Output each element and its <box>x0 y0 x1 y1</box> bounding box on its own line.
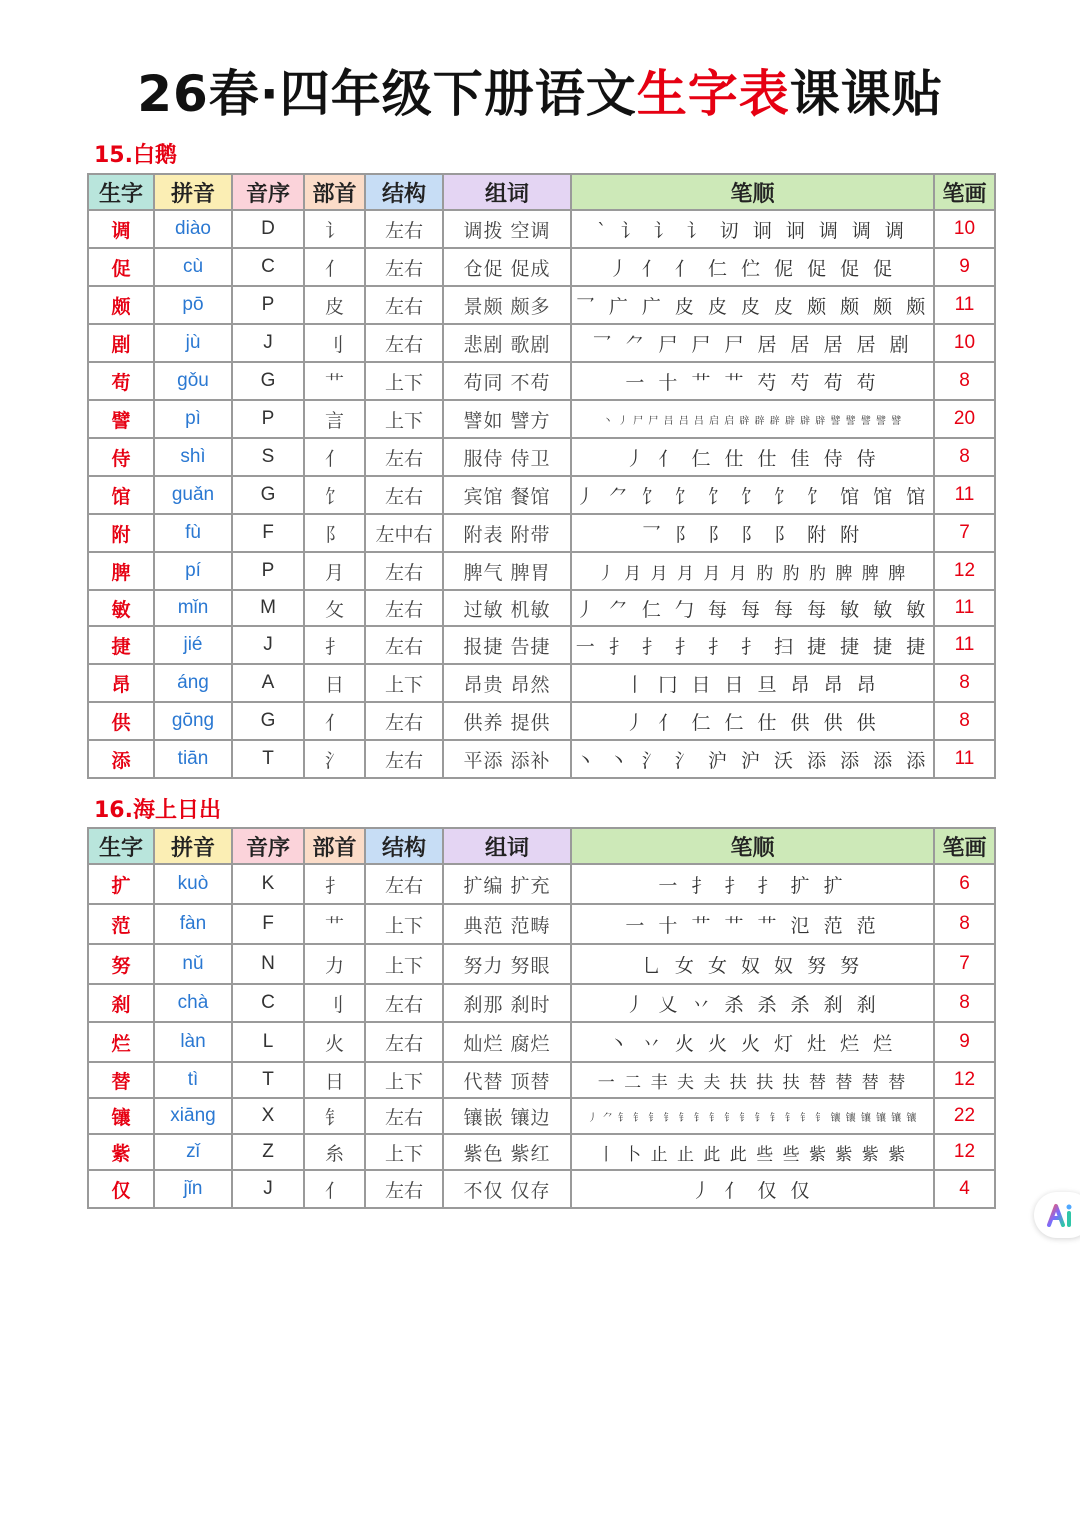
ai-logo-icon <box>1046 1203 1076 1227</box>
stroke-order-cell: 乛 ⺈ 尸 尸 尸 居 居 居 居 剧 <box>571 324 934 362</box>
pinyin-cell: fù <box>154 514 232 552</box>
bushou-cell: 月 <box>304 552 365 590</box>
bushou-cell: 亻 <box>304 248 365 286</box>
stroke-count-cell: 9 <box>934 248 995 286</box>
table-row <box>88 1134 995 1170</box>
header-bishun: 笔顺 <box>571 828 934 864</box>
character-cell: 颇 <box>88 286 154 324</box>
yinxu-cell: T <box>232 1062 304 1098</box>
table-row <box>88 400 995 438</box>
pinyin-cell: diào <box>154 210 232 248</box>
zuci-cell: 供养 提供 <box>443 702 571 740</box>
bushou-cell: 扌 <box>304 864 365 904</box>
yinxu-cell: P <box>232 400 304 438</box>
zuci-cell: 扩编 扩充 <box>443 864 571 904</box>
stroke-order-cell: 丨 冂 日 日 旦 昂 昂 昂 <box>571 664 934 702</box>
yinxu-cell: M <box>232 590 304 626</box>
stroke-order-cell: 丿 ⺈ 仁 勹 每 每 每 每 敏 敏 敏 <box>571 590 934 626</box>
pinyin-cell: gǒu <box>154 362 232 400</box>
bushou-cell: 攵 <box>304 590 365 626</box>
bushou-cell: 亻 <box>304 438 365 476</box>
header-yinxu: 音序 <box>232 828 304 864</box>
header-pinyin: 拼音 <box>154 174 232 210</box>
zuci-cell: 典范 范畴 <box>443 904 571 944</box>
zuci-cell: 努力 努眼 <box>443 944 571 984</box>
table-row <box>88 1170 995 1208</box>
ai-badge[interactable] <box>1034 1192 1080 1238</box>
pinyin-cell: mǐn <box>154 590 232 626</box>
stroke-order-cell: 丿 ⺈ 饣 饣 饣 饣 饣 饣 馆 馆 馆 <box>571 476 934 514</box>
title-accent: 生字表 <box>636 65 790 123</box>
yinxu-cell: C <box>232 248 304 286</box>
stroke-count-cell: 20 <box>934 400 995 438</box>
header-bishun: 笔顺 <box>571 174 934 210</box>
jiegou-cell: 左右 <box>365 210 443 248</box>
jiegou-cell: 左右 <box>365 740 443 778</box>
zuci-cell: 脾气 脾胃 <box>443 552 571 590</box>
yinxu-cell: A <box>232 664 304 702</box>
stroke-count-cell: 8 <box>934 984 995 1022</box>
stroke-order-cell: 一 十 艹 艹 芍 芍 苟 苟 <box>571 362 934 400</box>
character-cell: 镶 <box>88 1098 154 1134</box>
pinyin-cell: nǔ <box>154 944 232 984</box>
stroke-order-cell: 乛 广 广 皮 皮 皮 皮 颇 颇 颇 颇 <box>571 286 934 324</box>
page-title <box>0 62 1080 126</box>
header-pinyin: 拼音 <box>154 828 232 864</box>
bushou-cell: 糸 <box>304 1134 365 1170</box>
stroke-count-cell: 12 <box>934 1134 995 1170</box>
stroke-order-cell: 一 扌 扌 扌 扌 扌 扫 捷 捷 捷 捷 <box>571 626 934 664</box>
pinyin-cell: jǐn <box>154 1170 232 1208</box>
yinxu-cell: D <box>232 210 304 248</box>
character-cell: 烂 <box>88 1022 154 1062</box>
stroke-count-cell: 7 <box>934 944 995 984</box>
table-row <box>88 514 995 552</box>
character-cell: 昂 <box>88 664 154 702</box>
bushou-cell: 言 <box>304 400 365 438</box>
jiegou-cell: 左右 <box>365 1022 443 1062</box>
jiegou-cell: 左中右 <box>365 514 443 552</box>
bushou-cell: 皮 <box>304 286 365 324</box>
stroke-count-cell: 8 <box>934 702 995 740</box>
yinxu-cell: F <box>232 904 304 944</box>
pinyin-cell: pì <box>154 400 232 438</box>
zuci-cell: 紫色 紫红 <box>443 1134 571 1170</box>
zuci-cell: 刹那 刹时 <box>443 984 571 1022</box>
pinyin-cell: làn <box>154 1022 232 1062</box>
stroke-count-cell: 8 <box>934 362 995 400</box>
bushou-cell: 日 <box>304 664 365 702</box>
table-row <box>88 740 995 778</box>
yinxu-cell: G <box>232 476 304 514</box>
zuci-cell: 譬如 譬方 <box>443 400 571 438</box>
yinxu-cell: X <box>232 1098 304 1134</box>
bushou-cell: 扌 <box>304 626 365 664</box>
zuci-cell: 报捷 告捷 <box>443 626 571 664</box>
zuci-cell: 服侍 侍卫 <box>443 438 571 476</box>
jiegou-cell: 左右 <box>365 984 443 1022</box>
jiegou-cell: 上下 <box>365 904 443 944</box>
yinxu-cell: Z <box>232 1134 304 1170</box>
table-row <box>88 864 995 904</box>
header-row <box>88 174 995 210</box>
yinxu-cell: J <box>232 324 304 362</box>
stroke-count-cell: 8 <box>934 904 995 944</box>
zuci-cell: 平添 添补 <box>443 740 571 778</box>
stroke-count-cell: 10 <box>934 324 995 362</box>
jiegou-cell: 左右 <box>365 324 443 362</box>
header-zuci: 组词 <box>443 828 571 864</box>
stroke-order-cell: 丶 丷 火 火 火 灯 灶 烂 烂 <box>571 1022 934 1062</box>
stroke-order-cell: 乛 阝 阝 阝 阝 附 附 <box>571 514 934 552</box>
yinxu-cell: G <box>232 362 304 400</box>
bushou-cell: 艹 <box>304 904 365 944</box>
table-row <box>88 362 995 400</box>
jiegou-cell: 上下 <box>365 944 443 984</box>
stroke-count-cell: 11 <box>934 626 995 664</box>
header-zi: 生字 <box>88 174 154 210</box>
zuci-cell: 附表 附带 <box>443 514 571 552</box>
bushou-cell: 火 <box>304 1022 365 1062</box>
pinyin-cell: zǐ <box>154 1134 232 1170</box>
jiegou-cell: 左右 <box>365 552 443 590</box>
stroke-order-cell: ` 讠 讠 讠 讱 诇 诇 调 调 调 <box>571 210 934 248</box>
table-row <box>88 286 995 324</box>
jiegou-cell: 上下 <box>365 664 443 702</box>
zuci-cell: 调拨 空调 <box>443 210 571 248</box>
jiegou-cell: 左右 <box>365 702 443 740</box>
pinyin-cell: xiāng <box>154 1098 232 1134</box>
header-zi: 生字 <box>88 828 154 864</box>
zuci-cell: 昂贵 昂然 <box>443 664 571 702</box>
bushou-cell: 力 <box>304 944 365 984</box>
jiegou-cell: 左右 <box>365 864 443 904</box>
stroke-order-cell: 一 二 丰 夫 夫 扶 扶 扶 替 替 替 替 <box>571 1062 934 1098</box>
table-row <box>88 324 995 362</box>
header-bushou: 部首 <box>304 828 365 864</box>
stroke-count-cell: 6 <box>934 864 995 904</box>
pinyin-cell: áng <box>154 664 232 702</box>
pinyin-cell: tiān <box>154 740 232 778</box>
header-jiegou: 结构 <box>365 828 443 864</box>
yinxu-cell: T <box>232 740 304 778</box>
pinyin-cell: tì <box>154 1062 232 1098</box>
zuci-cell: 镶嵌 镶边 <box>443 1098 571 1134</box>
stroke-order-cell: 丶 丶 氵 氵 沪 沪 沃 添 添 添 添 <box>571 740 934 778</box>
bushou-cell: 阝 <box>304 514 365 552</box>
table-row <box>88 944 995 984</box>
character-cell: 努 <box>88 944 154 984</box>
jiegou-cell: 左右 <box>365 1098 443 1134</box>
stroke-count-cell: 11 <box>934 286 995 324</box>
yinxu-cell: J <box>232 1170 304 1208</box>
character-cell: 剧 <box>88 324 154 362</box>
jiegou-cell: 上下 <box>365 1062 443 1098</box>
character-cell: 馆 <box>88 476 154 514</box>
jiegou-cell: 左右 <box>365 438 443 476</box>
zuci-cell: 灿烂 腐烂 <box>443 1022 571 1062</box>
jiegou-cell: 上下 <box>365 1134 443 1170</box>
pinyin-cell: jù <box>154 324 232 362</box>
pinyin-cell: guǎn <box>154 476 232 514</box>
stroke-count-cell: 12 <box>934 552 995 590</box>
table-row <box>88 248 995 286</box>
jiegou-cell: 左右 <box>365 1170 443 1208</box>
bushou-cell: 艹 <box>304 362 365 400</box>
stroke-count-cell: 12 <box>934 1062 995 1098</box>
yinxu-cell: P <box>232 552 304 590</box>
pinyin-cell: jié <box>154 626 232 664</box>
yinxu-cell: J <box>232 626 304 664</box>
character-cell: 敏 <box>88 590 154 626</box>
bushou-cell: 饣 <box>304 476 365 514</box>
header-bihua: 笔画 <box>934 828 995 864</box>
stroke-order-cell: 丿 月 月 月 月 月 肑 肑 肑 脾 脾 脾 <box>571 552 934 590</box>
character-cell: 附 <box>88 514 154 552</box>
yinxu-cell: G <box>232 702 304 740</box>
header-zuci: 组词 <box>443 174 571 210</box>
stroke-order-cell: 丿 亻 仅 仅 <box>571 1170 934 1208</box>
yinxu-cell: N <box>232 944 304 984</box>
pinyin-cell: pí <box>154 552 232 590</box>
character-table <box>87 173 996 779</box>
character-cell: 扩 <box>88 864 154 904</box>
table-row <box>88 1062 995 1098</box>
table-row <box>88 210 995 248</box>
stroke-count-cell: 8 <box>934 664 995 702</box>
character-cell: 脾 <box>88 552 154 590</box>
yinxu-cell: F <box>232 514 304 552</box>
stroke-order-cell: 丿 亻 仁 仁 仕 供 供 供 <box>571 702 934 740</box>
pinyin-cell: kuò <box>154 864 232 904</box>
zuci-cell: 苟同 不苟 <box>443 362 571 400</box>
header-bihua: 笔画 <box>934 174 995 210</box>
table-row <box>88 904 995 944</box>
character-cell: 仅 <box>88 1170 154 1208</box>
table-row <box>88 984 995 1022</box>
yinxu-cell: P <box>232 286 304 324</box>
bushou-cell: 氵 <box>304 740 365 778</box>
stroke-count-cell: 4 <box>934 1170 995 1208</box>
stroke-order-cell: 丶 丿 尸 尸 吕 吕 吕 启 启 辟 辟 辟 辟 辟 辟 譬 譬 譬 譬 譬 <box>571 400 934 438</box>
stroke-count-cell: 7 <box>934 514 995 552</box>
stroke-order-cell: 丿 亻 仁 仕 仕 佳 侍 侍 <box>571 438 934 476</box>
header-bushou: 部首 <box>304 174 365 210</box>
jiegou-cell: 左右 <box>365 248 443 286</box>
character-cell: 调 <box>88 210 154 248</box>
pinyin-cell: chà <box>154 984 232 1022</box>
character-cell: 紫 <box>88 1134 154 1170</box>
character-cell: 刹 <box>88 984 154 1022</box>
stroke-count-cell: 9 <box>934 1022 995 1062</box>
pinyin-cell: gōng <box>154 702 232 740</box>
pinyin-cell: pō <box>154 286 232 324</box>
yinxu-cell: K <box>232 864 304 904</box>
bushou-cell: 刂 <box>304 324 365 362</box>
jiegou-cell: 左右 <box>365 286 443 324</box>
lesson-title: 15.白鹅 <box>94 143 177 168</box>
stroke-order-cell: 丿 乂 丷 杀 杀 杀 刹 刹 <box>571 984 934 1022</box>
character-cell: 譬 <box>88 400 154 438</box>
stroke-order-cell: 丿 ⺈ 钅 钅 钅 钅 钅 钅 钅 钅 钅 钅 钅 钅 钅 钅 镶 镶 镶 镶 镶 镶 <box>571 1098 934 1134</box>
character-cell: 苟 <box>88 362 154 400</box>
pinyin-cell: shì <box>154 438 232 476</box>
table-row <box>88 552 995 590</box>
title-prefix: 26春·四年级下册语文 <box>137 65 637 123</box>
bushou-cell: 亻 <box>304 702 365 740</box>
character-cell: 替 <box>88 1062 154 1098</box>
zuci-cell: 宾馆 餐馆 <box>443 476 571 514</box>
character-cell: 促 <box>88 248 154 286</box>
stroke-count-cell: 11 <box>934 590 995 626</box>
stroke-count-cell: 22 <box>934 1098 995 1134</box>
table-row <box>88 702 995 740</box>
character-cell: 捷 <box>88 626 154 664</box>
bushou-cell: 日 <box>304 1062 365 1098</box>
character-table <box>87 827 996 1209</box>
character-cell: 供 <box>88 702 154 740</box>
title-suffix: 课课贴 <box>789 65 943 123</box>
header-jiegou: 结构 <box>365 174 443 210</box>
yinxu-cell: S <box>232 438 304 476</box>
jiegou-cell: 左右 <box>365 476 443 514</box>
header-row <box>88 828 995 864</box>
pinyin-cell: fàn <box>154 904 232 944</box>
stroke-order-cell: 一 十 艹 艹 艹 氾 范 范 <box>571 904 934 944</box>
stroke-order-cell: 丿 亻 亻 仁 伫 伲 促 促 促 <box>571 248 934 286</box>
stroke-order-cell: 乚 女 女 奴 奴 努 努 <box>571 944 934 984</box>
stroke-count-cell: 11 <box>934 476 995 514</box>
bushou-cell: 亻 <box>304 1170 365 1208</box>
bushou-cell: 刂 <box>304 984 365 1022</box>
table-row <box>88 590 995 626</box>
jiegou-cell: 上下 <box>365 362 443 400</box>
table-row <box>88 438 995 476</box>
character-cell: 范 <box>88 904 154 944</box>
zuci-cell: 代替 顶替 <box>443 1062 571 1098</box>
zuci-cell: 景颇 颇多 <box>443 286 571 324</box>
lesson-title: 16.海上日出 <box>94 798 221 823</box>
bushou-cell: 讠 <box>304 210 365 248</box>
zuci-cell: 仓促 促成 <box>443 248 571 286</box>
stroke-count-cell: 10 <box>934 210 995 248</box>
jiegou-cell: 左右 <box>365 626 443 664</box>
zuci-cell: 悲剧 歌剧 <box>443 324 571 362</box>
yinxu-cell: C <box>232 984 304 1022</box>
table-row <box>88 664 995 702</box>
table-row <box>88 1098 995 1134</box>
stroke-count-cell: 8 <box>934 438 995 476</box>
zuci-cell: 不仅 仅存 <box>443 1170 571 1208</box>
stroke-order-cell: 一 扌 扌 扌 扩 扩 <box>571 864 934 904</box>
table-row <box>88 626 995 664</box>
character-cell: 添 <box>88 740 154 778</box>
yinxu-cell: L <box>232 1022 304 1062</box>
jiegou-cell: 上下 <box>365 400 443 438</box>
table-row <box>88 476 995 514</box>
bushou-cell: 钅 <box>304 1098 365 1134</box>
jiegou-cell: 左右 <box>365 590 443 626</box>
header-yinxu: 音序 <box>232 174 304 210</box>
zuci-cell: 过敏 机敏 <box>443 590 571 626</box>
table-row <box>88 1022 995 1062</box>
stroke-order-cell: 丨 卜 止 止 此 此 些 些 紫 紫 紫 紫 <box>571 1134 934 1170</box>
character-cell: 侍 <box>88 438 154 476</box>
stroke-count-cell: 11 <box>934 740 995 778</box>
pinyin-cell: cù <box>154 248 232 286</box>
